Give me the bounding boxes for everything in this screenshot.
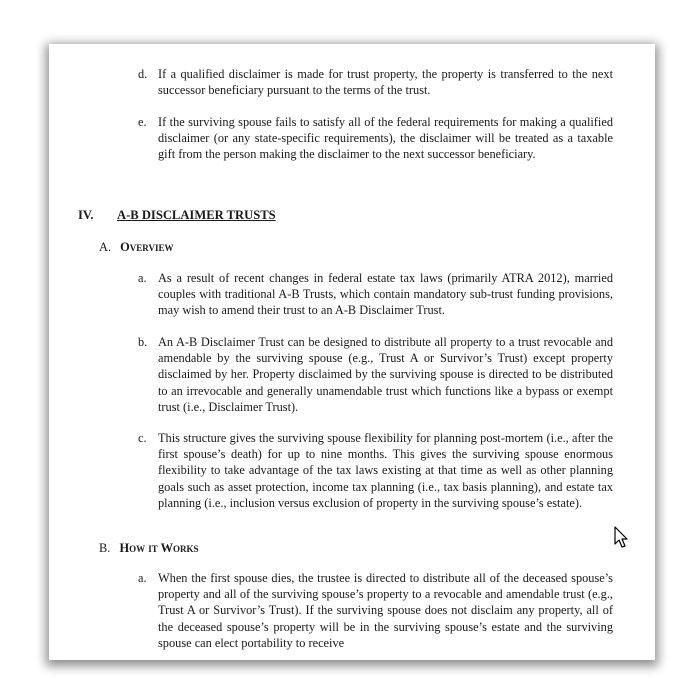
list-marker: d. — [138, 67, 148, 81]
list-text: If the surviving spouse fails to satisfy all of the federal requirements for making a qualified disclaimer (or any state-specific requirements), the disclaimer will be treated as a taxable gift from the person making the disclaimer to the next successor beneficiary. — [158, 115, 613, 162]
list-marker: c. — [138, 431, 147, 445]
list-marker: b. — [138, 335, 148, 349]
list-marker: a. — [138, 271, 147, 285]
section-heading — [78, 207, 94, 223]
subsection-title: Overview — [120, 240, 174, 254]
subsection-heading-b — [99, 540, 199, 556]
subsection-heading-a — [99, 239, 174, 255]
section-title — [117, 207, 276, 223]
list-text: When the first spouse dies, the trustee is directed to distribute all of the deceased spouse’s property and all of the surviving spouse’s property to a revocable and amendable trust (e.g., Trust A or Survivor’s Trust). If the surviving spouse does not disclaim any property, all of the deceased spouse’s property will be in the surviving spouse’s estate and the surviving spouse can elect portability to receive — [158, 571, 613, 650]
document-page — [55, 50, 649, 650]
list-marker: a. — [138, 571, 147, 585]
section-number: IV. — [78, 208, 94, 222]
subsection-title: How it Works — [119, 541, 199, 555]
list-text: An A-B Disclaimer Trust can be designed to distribute all property to a trust revocable and amendable by the surviving spouse (e.g., Trust A or Survivor’s Trust) except property disclaimed by her. Property disclaimed by the surviving spouse is directed to be distributed to an irrevocable and generally unamendable trust which functions like a bypass or exempt trust (i.e., Disclaimer Trust). — [158, 335, 613, 414]
list-text: This structure gives the surviving spouse flexibility for planning post-mortem (i.e., after the first spouse’s death) for up to nine months. This gives the surviving spouse enormous flexibility to take advantage of the tax laws existing at that time as well as other planning goals such as asset protection, income tax planning (i.e., tax basis planning), and estate tax planning (i.e., inclusion versus exclusion of property in the surviving spouse’s estate). — [158, 431, 613, 510]
list-text: If a qualified disclaimer is made for trust property, the property is transferred to the next successor beneficiary pursuant to the terms of the trust. — [158, 67, 613, 98]
subsection-letter: A. — [99, 240, 112, 254]
list-text: As a result of recent changes in federal estate tax laws (primarily ATRA 2012), married couples with traditional A-B Trusts, which contain mandatory sub-trust funding provisions, may wish to amend their trust to an A-B Disclaimer Trust. — [158, 271, 613, 318]
section-title-text: A-B DISCLAIMER TRUSTS — [117, 208, 276, 222]
mouse-pointer-icon — [614, 526, 630, 550]
subsection-letter: B. — [99, 541, 111, 555]
list-marker: e. — [138, 115, 147, 129]
